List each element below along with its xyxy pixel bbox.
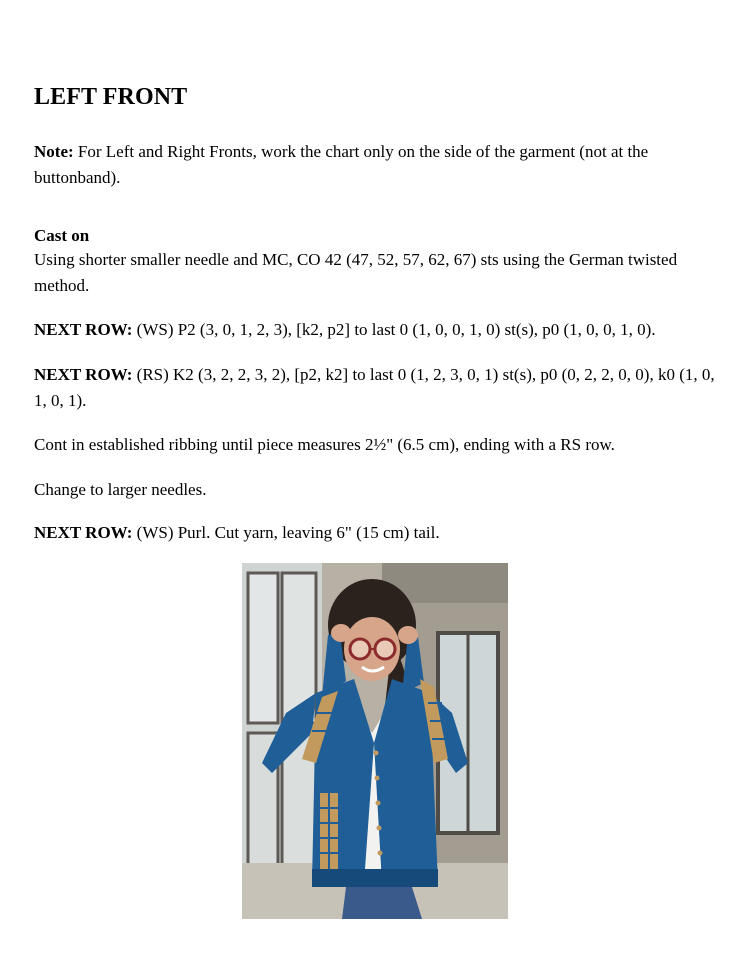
next-row-label: NEXT ROW: — [34, 365, 133, 384]
note-paragraph — [34, 139, 724, 191]
cardigan-illustration — [242, 563, 508, 919]
note-label: Note: — [34, 142, 74, 161]
next-row-label: NEXT ROW: — [34, 320, 133, 339]
next-row-ws-2: NEXT ROW: (WS) Purl. Cut yarn, leaving 6" (15 cm) tail. — [34, 523, 440, 542]
next-row-ws-1: NEXT ROW: (WS) P2 (3, 0, 1, 2, 3), [k2, p2] to last 0 (1, 0, 0, 1, 0) st(s), p0 (1, 0, 0, 1, 0). — [34, 320, 656, 339]
cast-on-heading: Cast on — [34, 226, 90, 245]
cardigan-photo — [242, 563, 508, 919]
cast-on-text: Using shorter smaller needle and MC, CO 42 (47, 52, 57, 62, 67) sts using the German twisted method. — [34, 250, 678, 295]
note-text: For Left and Right Fronts, work the chart only on the side of the garment (not at the buttonband). — [34, 142, 649, 187]
section-heading: LEFT FRONT — [34, 84, 188, 110]
change-needles-text: Change to larger needles. — [34, 480, 207, 499]
continue-ribbing-text: Cont in established ribbing until piece measures 2½" (6.5 cm), ending with a RS row. — [34, 435, 615, 454]
next-row-rs: NEXT ROW: (RS) K2 (3, 2, 2, 3, 2), [p2, k2] to last 0 (1, 2, 3, 0, 1) st(s), p0 (0, 2, 2, 0, 0), k0 (1, 0, 1, 0, 1). — [34, 365, 715, 410]
next-row-label: NEXT ROW: — [34, 523, 133, 542]
